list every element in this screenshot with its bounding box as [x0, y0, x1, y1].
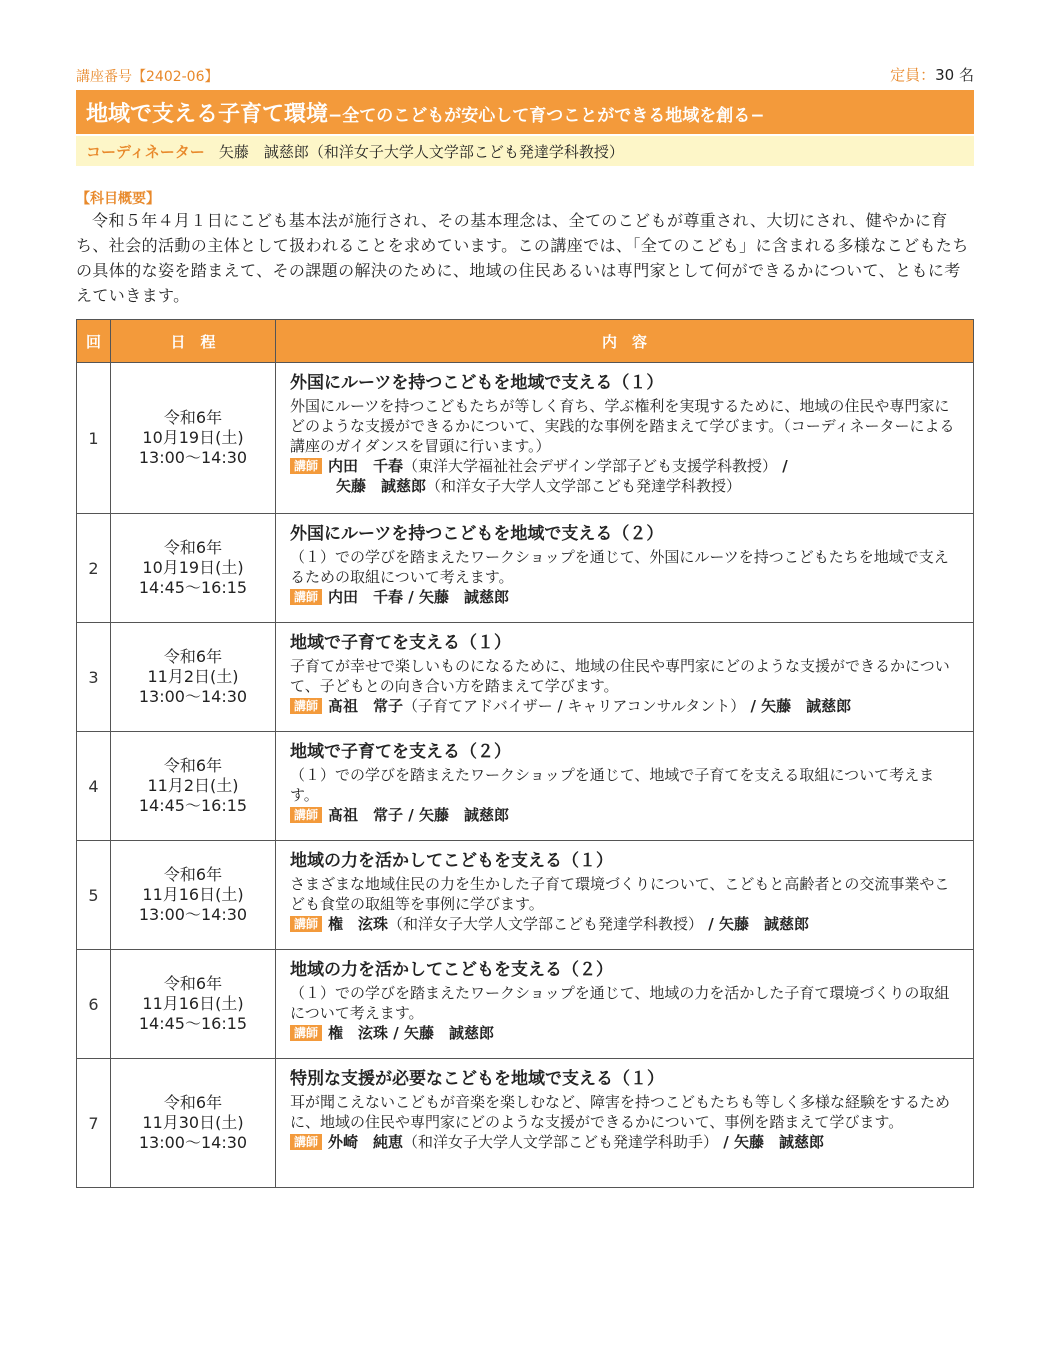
capacity	[890, 64, 974, 85]
header-no: 回	[77, 320, 111, 363]
header-date: 日 程	[111, 320, 276, 363]
lecturer-badge: 講師	[290, 1025, 322, 1041]
lecturer-affiliation: （和洋女子大学人文学部こども発達学科教授）	[426, 477, 742, 495]
lecturer-affiliation: （和洋女子大学人文学部こども発達学科教授）	[388, 915, 704, 933]
session-description: 外国にルーツを持つこどもたちが等しく育ち、学ぶ権利を実現するために、地域の住民や専門家にどのような支援ができるかについて、実践的な事例を踏まえて学びます。（コーディネーターによる講座のガイダンスを冒頭に行います。）	[290, 397, 955, 455]
date-year: 令和6年	[163, 647, 223, 666]
session-title: 特別な支援が必要なこどもを地域で支える（１）	[290, 1069, 664, 1089]
lecturer-affiliation: （和洋女子大学人文学部こども発達学科助手）	[403, 1133, 719, 1151]
title-bar	[76, 90, 974, 134]
session-no: 4	[77, 732, 111, 841]
session-content	[276, 1059, 974, 1188]
session-title: 外国にルーツを持つこどもを地域で支える（２）	[290, 524, 664, 544]
date-time: 13:00〜14:30	[138, 1133, 248, 1152]
session-lecturers	[290, 456, 959, 476]
date-year: 令和6年	[163, 1093, 223, 1112]
date-year: 令和6年	[163, 756, 223, 775]
session-no: 5	[77, 841, 111, 950]
session-description: 子育てが幸せで楽しいものになるために、地域の住民や専門家にどのような支援ができるかについて、子どもとの向き合い方を踏まえて学びます。	[290, 657, 950, 695]
course-subtitle: −全てのこどもが安心して育つことができる地域を創る−	[328, 106, 765, 126]
session-description: （１）での学びを踏まえたワークショップを通じて、外国にルーツを持つこどもたちを地域で支えるための取組について考えます。	[290, 548, 949, 586]
session-description: （１）での学びを踏まえたワークショップを通じて、地域で子育てを支える取組について考えます。	[290, 766, 935, 804]
date-time: 13:00〜14:30	[138, 448, 248, 467]
lecturer-badge: 講師	[290, 698, 322, 714]
date-time: 14:45〜16:15	[138, 796, 248, 815]
session-date	[111, 514, 276, 623]
session-content	[276, 363, 974, 514]
lecturer-name: 髙祖 常子	[328, 697, 404, 715]
session-description: 耳が聞こえないこどもが音楽を楽しむなど、障害を持つこどもたちも等しく多様な経験をするために、地域の住民や専門家にどのような支援ができるかについて、事例を踏まえて学びます。	[290, 1093, 951, 1131]
session-date	[111, 623, 276, 732]
date-year: 令和6年	[163, 865, 223, 884]
lecturer-badge: 講師	[290, 807, 322, 823]
session-description: さまざまな地域住民の力を生かした子育て環境づくりについて、こどもと高齢者との交流事業やこども食堂の取組等を事例に学びます。	[290, 875, 950, 913]
table-row	[77, 514, 974, 623]
table-row	[77, 950, 974, 1059]
session-no: 6	[77, 950, 111, 1059]
lecturer-name: 権 泫珠	[328, 915, 389, 933]
session-lecturers	[290, 587, 959, 607]
lecturer-badge: 講師	[290, 1134, 322, 1150]
capacity-value: 30 名	[935, 66, 974, 84]
session-lecturers	[290, 1023, 959, 1043]
lecturer-separator: /	[776, 457, 788, 475]
date-year: 令和6年	[163, 538, 223, 557]
lecturer-coordinator: / 矢藤 誠慈郎	[718, 1133, 824, 1151]
date-day: 11月2日(土)	[147, 776, 239, 795]
session-description: （１）での学びを踏まえたワークショップを通じて、地域の力を活かした子育て環境づくりの取組について考えます。	[290, 984, 950, 1022]
lecturer-name: 矢藤 誠慈郎	[336, 477, 427, 495]
session-title: 地域で子育てを支える（２）	[290, 742, 511, 762]
session-content	[276, 623, 974, 732]
session-no: 2	[77, 514, 111, 623]
session-content	[276, 950, 974, 1059]
session-title: 地域で子育てを支える（１）	[290, 633, 511, 653]
date-day: 11月16日(土)	[142, 885, 244, 904]
date-day: 11月16日(土)	[142, 994, 244, 1013]
session-no: 3	[77, 623, 111, 732]
table-row	[77, 841, 974, 950]
session-date	[111, 732, 276, 841]
capacity-label: 定員：	[890, 66, 936, 84]
summary-label: 【科目概要】	[76, 191, 160, 207]
session-lecturers	[290, 914, 959, 934]
session-date	[111, 363, 276, 514]
lecturer-badge: 講師	[290, 458, 322, 474]
date-day: 10月19日(土)	[142, 428, 244, 447]
table-header-row	[77, 320, 974, 363]
lecturer-affiliation: （子育てアドバイザー / キャリアコンサルタント）	[403, 697, 746, 715]
lecturer-name: 外崎 純恵	[328, 1133, 404, 1151]
header-content: 内 容	[276, 320, 974, 363]
lecturer-coordinator: / 矢藤 誠慈郎	[703, 915, 809, 933]
lecturer-names: 髙祖 常子 / 矢藤 誠慈郎	[328, 806, 509, 824]
table-row	[77, 732, 974, 841]
date-time: 13:00〜14:30	[138, 687, 248, 706]
session-lecturers-line2	[290, 476, 959, 496]
table-row	[77, 1059, 974, 1188]
date-year: 令和6年	[163, 974, 223, 993]
lecturer-names: 内田 千春 / 矢藤 誠慈郎	[328, 588, 509, 606]
lecturer-names: 権 泫珠 / 矢藤 誠慈郎	[328, 1024, 494, 1042]
date-time: 14:45〜16:15	[138, 578, 248, 597]
table-row	[77, 623, 974, 732]
date-time: 14:45〜16:15	[138, 1014, 248, 1033]
coordinator-bar	[76, 136, 974, 166]
date-day: 11月2日(土)	[147, 667, 239, 686]
session-lecturers	[290, 1132, 959, 1152]
session-date	[111, 1059, 276, 1188]
session-lecturers	[290, 805, 959, 825]
coordinator-name: 矢藤 誠慈郎（和洋女子大学人文学部こども発達学科教授）	[218, 143, 624, 161]
lecturer-name: 内田 千春	[328, 457, 404, 475]
schedule-table	[76, 319, 974, 1188]
session-lecturers	[290, 696, 959, 716]
session-title: 外国にルーツを持つこどもを地域で支える（１）	[290, 373, 664, 393]
lecturer-coordinator: / 矢藤 誠慈郎	[745, 697, 852, 715]
date-day: 10月19日(土)	[142, 558, 244, 577]
session-date	[111, 950, 276, 1059]
lecturer-affiliation: （東洋大学福祉社会デザイン学部子ども支援学科教授）	[403, 457, 777, 475]
lecturer-badge: 講師	[290, 916, 322, 932]
session-title: 地域の力を活かしてこどもを支える（１）	[290, 851, 613, 871]
course-title: 地域で支える子育て環境	[86, 102, 329, 127]
session-content	[276, 841, 974, 950]
header-line	[76, 64, 974, 86]
session-title: 地域の力を活かしてこどもを支える（２）	[290, 960, 613, 980]
session-content	[276, 514, 974, 623]
date-time: 13:00〜14:30	[138, 905, 248, 924]
date-day: 11月30日(土)	[142, 1113, 244, 1132]
date-year: 令和6年	[163, 408, 223, 427]
session-date	[111, 841, 276, 950]
coordinator-label: コーディネーター	[86, 143, 205, 161]
session-no: 1	[77, 363, 111, 514]
table-row	[77, 363, 974, 514]
session-content	[276, 732, 974, 841]
course-number: 講座番号【2402-06】	[76, 69, 219, 85]
session-no: 7	[77, 1059, 111, 1188]
summary-text: 令和５年４月１日にこども基本法が施行され、その基本理念は、全てのこどもが尊重され、大切にされ、健やかに育ち、社会的活動の主体として扱われることを求めています。この講座では、「全てのこども」に含まれる多様なこどもたちの具体的な姿を踏まえて、その課題の解決のために、地域の住民あるいは専門家として何ができるかについて、ともに考えていきます。	[76, 211, 969, 305]
lecturer-badge: 講師	[290, 589, 322, 605]
